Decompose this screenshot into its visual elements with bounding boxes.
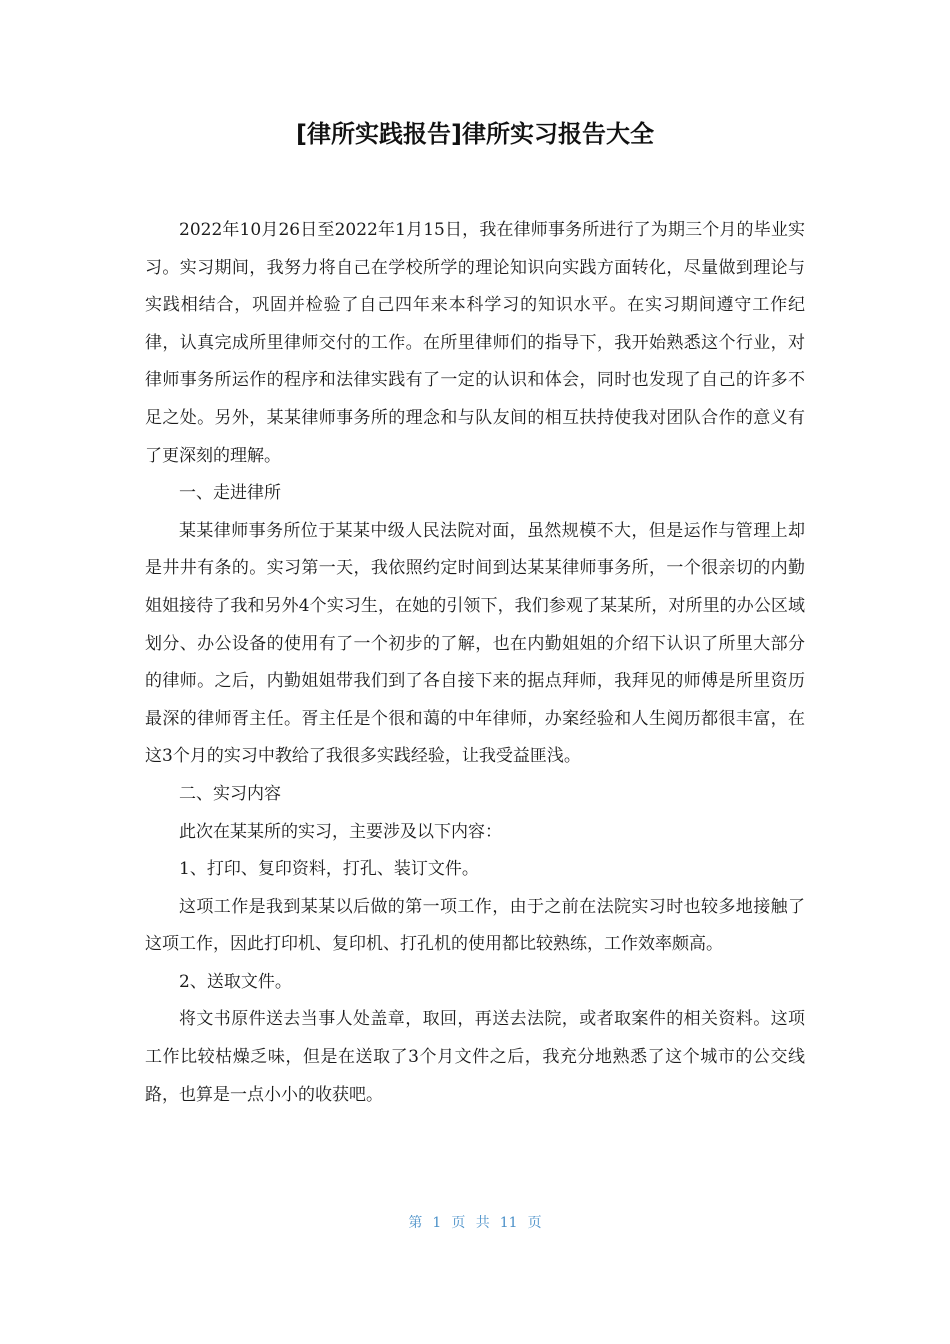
paragraph-item-1: 这项工作是我到某某以后做的第一项工作，由于之前在法院实习时也较多地接触了这项工作，因此打印机、复印机、打孔机的使用都比较熟练，工作效率颇高。 bbox=[145, 896, 805, 955]
paragraph-section-1: 某某律师事务所位于某某中级人民法院对面，虽然规模不大，但是运作与管理上却是井井有条的。实习第一天，我依照约定时间到达某某律师事务所，一个很亲切的内勤姐姐接待了我和另外4个实习生，在她的引领下，我们参观了某某所，对所里的办公区域划分、办公设备的使用有了一个初步的了解，也在内勤姐姐的介绍下认识了所里大部分的律师。之后，内勤姐姐带我们到了各自接下来的据点拜师，我拜见的师傅是所里资历最深的律师胥主任。胥主任是个很和蔼的中年律师，办案经验和人生阅历都很丰富，在这3个月的实习中教给了我很多实践经验，让我受益匪浅。 bbox=[145, 520, 805, 767]
paragraph-content-intro: 此次在某某所的实习，主要涉及以下内容： bbox=[179, 821, 502, 842]
list-item-heading-1: 1、打印、复印资料，打孔、装订文件。 bbox=[179, 859, 479, 880]
section-heading-1: 一、走进律所 bbox=[179, 483, 281, 504]
section-heading-2: 二、实习内容 bbox=[179, 783, 281, 804]
footer-prefix: 第 bbox=[408, 1215, 423, 1231]
footer-middle: 页 共 bbox=[451, 1215, 490, 1231]
page-footer bbox=[0, 1211, 950, 1235]
list-item-heading-2: 2、送取文件。 bbox=[179, 971, 292, 992]
document-body bbox=[145, 212, 805, 1114]
footer-page-number: 1 bbox=[432, 1215, 442, 1231]
footer-suffix: 页 bbox=[527, 1215, 542, 1231]
footer-total-pages: 11 bbox=[499, 1215, 518, 1231]
paragraph-intro: 2022年10月26日至2022年1月15日，我在律师事务所进行了为期三个月的毕业实习。实习期间，我努力将自己在学校所学的理论知识向实践方面转化，尽量做到理论与实践相结合，巩固并检验了自己四年来本科学习的知识水平。在实习期间遵守工作纪律，认真完成所里律师交付的工作。在所里律师们的指导下，我开始熟悉这个行业，对律师事务所运作的程序和法律实践有了一定的认识和体会，同时也发现了自己的许多不足之处。另外，某某律师事务所的理念和与队友间的相互扶持使我对团队合作的意义有了更深刻的理解。 bbox=[145, 220, 805, 466]
document-title: [律所实践报告]律所实习报告大全 bbox=[296, 120, 654, 148]
paragraph-item-2: 将文书原件送去当事人处盖章，取回，再送去法院，或者取案件的相关资料。这项工作比较枯燥乏味，但是在送取了3个月文件之后，我充分地熟悉了这个城市的公交线路，也算是一点小小的收获吧。 bbox=[145, 1009, 805, 1105]
